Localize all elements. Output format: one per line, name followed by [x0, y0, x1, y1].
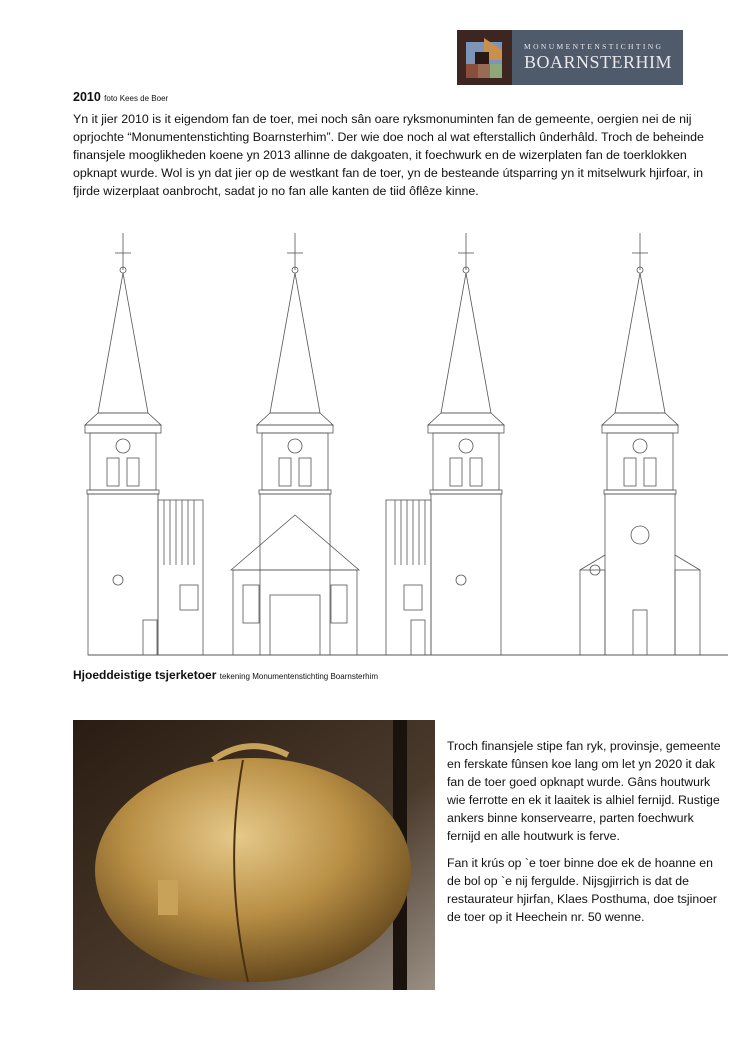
photo-caption [73, 90, 168, 104]
side-text [447, 737, 727, 935]
tower-elevation-drawing [78, 225, 738, 660]
tower-elevation [88, 233, 728, 655]
drawing-caption-title: Hjoeddeistige tsjerketoer [73, 668, 217, 682]
drawing-caption [73, 668, 378, 682]
gilded-ball-photo [73, 720, 435, 990]
tower-elevation [88, 233, 728, 655]
intro-paragraph: Yn it jier 2010 is it eigendom fan de toer, mei noch sân oare ryksmonuminten fan de gemeente, oergien nei de nij oprjochte “Monumentenstichting Boarnsterhim”. Der wie doe noch al wat efterstallich ûnderhâld. Troch de beheinde finansjele mooglikheden koene yn 2013 allinne de dakgoaten, it foechwurk en de wizerplaten fan de toerklokken opknapt wurde. Wol is yn dat jier op de westkant fan de toer, yn de besteande útsparring yn it mitselwurk hjirfoar, in fjirde wizerplaat oanbrocht, sadat jo no fan alle kanten de tiid ôflêze kinne. [73, 112, 704, 198]
logo-line1: MONUMENTENSTICHTING [524, 42, 664, 51]
logo [457, 30, 683, 85]
tower-elevation [88, 233, 728, 655]
side-paragraph: Fan it krús op `e toer binne doe ek de hoanne en de bol op `e nij fergulde. Nijsgjirrich is dat de restaurateur hjirfan, Klaes Posthuma, doe tsjinoer de toer op it Heechein nr. 50 wenne. [447, 856, 717, 924]
logo-line2: BOARNSTERHIM [524, 52, 673, 72]
side-paragraph: Troch finansjele stipe fan ryk, provinsje, gemeente en ferskate fûnsen koe lang om let yn 2020 it dak fan de toer goed opknapt wurde. Gâns houtwurk wie ferrotte en ek it laaitek is alhiel fernijd. Rustige ankers binne konservearre, parten foechwurk fernijd en alle houtwurk is ferve. [447, 739, 721, 843]
logo-house-icon [457, 30, 512, 85]
tower-elevation [85, 233, 728, 655]
caption-year: 2010 [73, 90, 101, 104]
drawing-caption-credit: tekening Monumentenstichting Boarnsterhim [219, 672, 379, 681]
caption-credit: foto Kees de Boer [104, 94, 169, 103]
